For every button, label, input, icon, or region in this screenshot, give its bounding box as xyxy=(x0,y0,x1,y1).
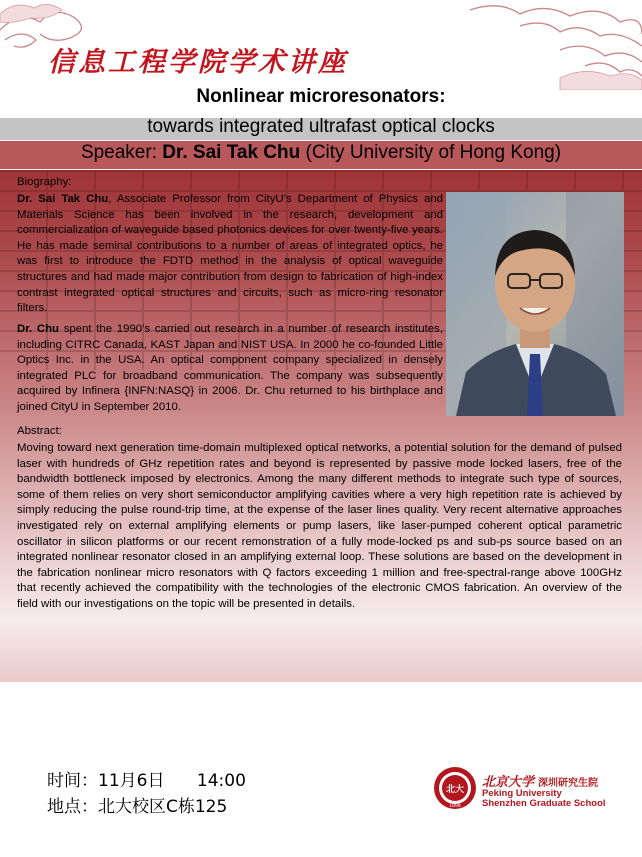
bio-name-2: Dr. Chu xyxy=(17,323,60,335)
talk-title: Nonlinear microresonators: xyxy=(196,86,446,107)
time-label: 时间： xyxy=(47,771,98,791)
university-name-en: Peking University xyxy=(482,788,562,799)
biography-paragraph-2 xyxy=(17,322,443,416)
bio-name-1: Dr. Sai Tak Chu xyxy=(17,193,109,205)
lecture-series-title: 信息工程学院学术讲座 xyxy=(48,47,348,78)
speaker-photo xyxy=(446,192,624,416)
bio-text-1: , Associate Professor from CityU’s Department of Physics and Materials Science has been involved in the research, development and commercialization of waveguide based photonics devices for over twenty-five years. He has made seminal contributions to a number of areas of integrated optics, he was first to introduce the FDTD method in the analysis of optical waveguide structures and had made major contribution from design to fabrication of high-index contrast integrated optical structures and circuits, such as micro-ring resonator filters. xyxy=(17,193,443,315)
place-label: 地点： xyxy=(47,797,98,817)
time-row xyxy=(47,766,246,791)
university-cn: 北京大学 xyxy=(482,775,535,790)
abstract-label: Abstract: xyxy=(17,425,62,437)
abstract-text: Moving toward next generation time-domain multiplexed optical networks, a potential solution for the demand of pulsed laser with hundreds of GHz repetition rates and beyond is represented by passive mode locked lasers, free of the bandwidth bottleneck imposed by electronics. Among the many different methods to integrate such type of sources, some of them relies on very short semiconductor amplifying cavities where a very high repetition rate is achieved by simply reducing the pulse round-trip time, at the expense of the laser lines quality. Very recent alternative approaches investigated rely on external amplifying elements or pump lasers, like laser-pumped coherent optical parametric oscillator in silicon platforms or our recent remonstration of a fully mode-locked ps and sub-ps source based on an integrated nonlinear resonator closed in an amplifying external loop. These solutions are based on the development in the fabrication nonlinear micro resonators with Q factors exceeding 1 million and free-spectral-range above 100GHz that recently achieved the compatibility with the technologies of the electronic CMOS fabrication. An overview of the field with our investigations on the topic will be presented in details. xyxy=(17,442,622,610)
school-cn: 深圳研究生院 xyxy=(538,778,599,789)
biography-label: Biography: xyxy=(17,176,72,188)
university-seal-icon xyxy=(433,766,477,810)
svg-text:北大: 北大 xyxy=(445,785,465,795)
school-name-en: Shenzhen Graduate School xyxy=(482,798,606,809)
seal-year: 1898 xyxy=(449,804,461,809)
speaker-line xyxy=(0,142,642,164)
speaker-name: Dr. Sai Tak Chu xyxy=(162,142,301,163)
event-place: 北大校区C栋125 xyxy=(98,797,228,817)
place-row xyxy=(47,792,227,817)
event-time: 14:00 xyxy=(196,771,246,791)
event-date: 11月6日 xyxy=(98,771,165,791)
biography-paragraph-1 xyxy=(17,192,443,317)
speaker-prefix: Speaker: xyxy=(80,142,163,163)
speaker-affiliation: (City University of Hong Kong) xyxy=(300,142,562,163)
bio-text-2: spent the 1990’s carried out research in a number of research institutes, including CITRC Canada, KAST Japan and NIST USA. In 2000 he co-founded Little Optics Inc. in the USA. An optical component company specialized in densely integrated PLC for broadband communication. The company was subsequently acquired by Infinera {INFN:NASQ} in 2006. Dr. Chu returned to his birthplace and joined CityU in September 2010. xyxy=(17,323,443,413)
talk-subtitle: towards integrated ultrafast optical clocks xyxy=(147,116,495,137)
